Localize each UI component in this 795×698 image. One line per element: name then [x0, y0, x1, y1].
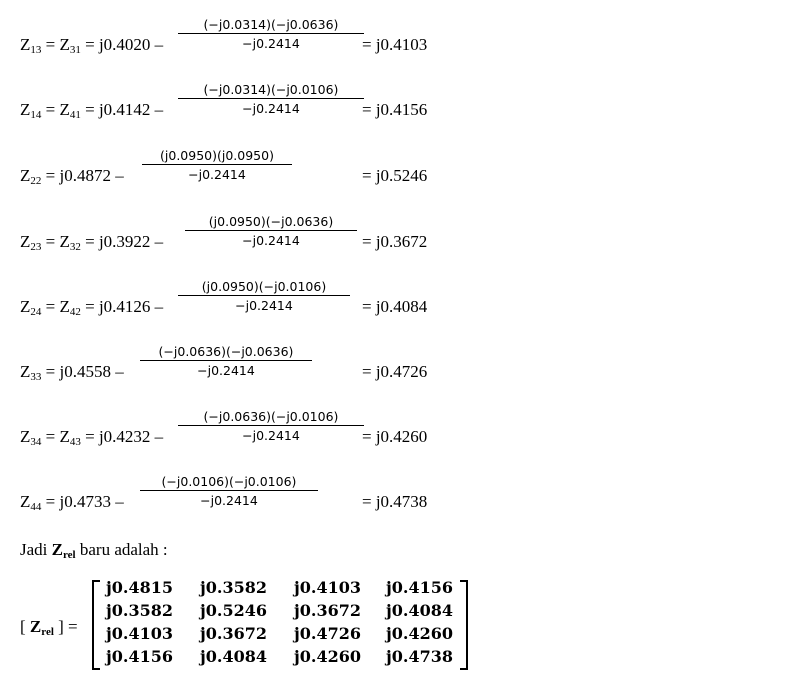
zrel-matrix [92, 578, 468, 668]
equation-result: = j0.4103 [362, 35, 428, 54]
matrix-cell: j0.4103 [294, 578, 362, 597]
equation-fraction: (−j0.0636)(−j0.0106) −j0.2414 [178, 409, 364, 443]
equation-result: = j0.4726 [362, 362, 428, 381]
equation-fraction: (j0.0950)(j0.0950) −j0.2414 [142, 148, 292, 182]
equation-z24 [0, 279, 795, 367]
matrix-cell: j0.3582 [106, 601, 174, 620]
matrix-cell: j0.3672 [294, 601, 362, 620]
equation-lhs: $Z_{44} = j0.4733$ – [20, 492, 124, 513]
matrix-cell: j0.4084 [386, 601, 454, 620]
equation-fraction: (j0.0950)(−j0.0636) −j0.2414 [185, 214, 357, 248]
matrix-cell: j0.4084 [200, 647, 268, 666]
equation-fraction: (−j0.0106)(−j0.0106) −j0.2414 [140, 474, 318, 508]
equation-z22 [0, 148, 795, 236]
equation-result: = j0.4156 [362, 100, 428, 119]
matrix-cell: j0.4738 [386, 647, 454, 666]
equation-z13 [0, 17, 795, 105]
equation-z23 [0, 214, 795, 302]
matrix-cell: j0.3582 [200, 578, 268, 597]
matrix-label: [ $Z_{rel}$ ] = [20, 617, 78, 638]
equation-lhs: $Z_{14} = Z_{41} = j0.4142$ – [20, 100, 164, 121]
equation-fraction: (j0.0950)(−j0.0106) −j0.2414 [178, 279, 350, 313]
matrix-cell: j0.4156 [386, 578, 454, 597]
matrix-right-bracket [460, 580, 468, 670]
equation-lhs: $Z_{33} = j0.4558$ – [20, 362, 124, 383]
equation-z33 [0, 344, 795, 432]
equation-result: = j0.5246 [362, 166, 428, 185]
equation-result: = j0.4084 [362, 297, 428, 316]
equation-fraction: (−j0.0314)(−j0.0636) −j0.2414 [178, 17, 364, 51]
conclusion-text: Jadi $Z_{rel}$ baru adalah : [20, 540, 168, 561]
equation-z34 [0, 409, 795, 497]
matrix-cell: j0.4156 [106, 647, 174, 666]
matrix-cell: j0.3672 [200, 624, 268, 643]
equation-result: = j0.4738 [362, 492, 428, 511]
matrix-cell: j0.4260 [294, 647, 362, 666]
matrix-cell: j0.5246 [200, 601, 268, 620]
matrix-grid [106, 578, 478, 670]
equation-lhs: $Z_{24} = Z_{42} = j0.4126$ – [20, 297, 164, 318]
equation-result: = j0.4260 [362, 427, 428, 446]
matrix-cell: j0.4260 [386, 624, 454, 643]
matrix-cell: j0.4815 [106, 578, 174, 597]
equation-result: = j0.3672 [362, 232, 428, 251]
equation-fraction: (−j0.0636)(−j0.0636) −j0.2414 [140, 344, 312, 378]
matrix-left-bracket [92, 580, 100, 670]
matrix-cell: j0.4103 [106, 624, 174, 643]
equation-lhs: $Z_{23} = Z_{32} = j0.3922$ – [20, 232, 164, 253]
equation-lhs: $Z_{34} = Z_{43} = j0.4232$ – [20, 427, 164, 448]
equation-z14 [0, 82, 795, 170]
matrix-cell: j0.4726 [294, 624, 362, 643]
equation-lhs: $Z_{22} = j0.4872$ – [20, 166, 124, 187]
equation-lhs: $Z_{13} = Z_{31} = j0.4020$ – [20, 35, 164, 56]
equation-fraction: (−j0.0314)(−j0.0106) −j0.2414 [178, 82, 364, 116]
